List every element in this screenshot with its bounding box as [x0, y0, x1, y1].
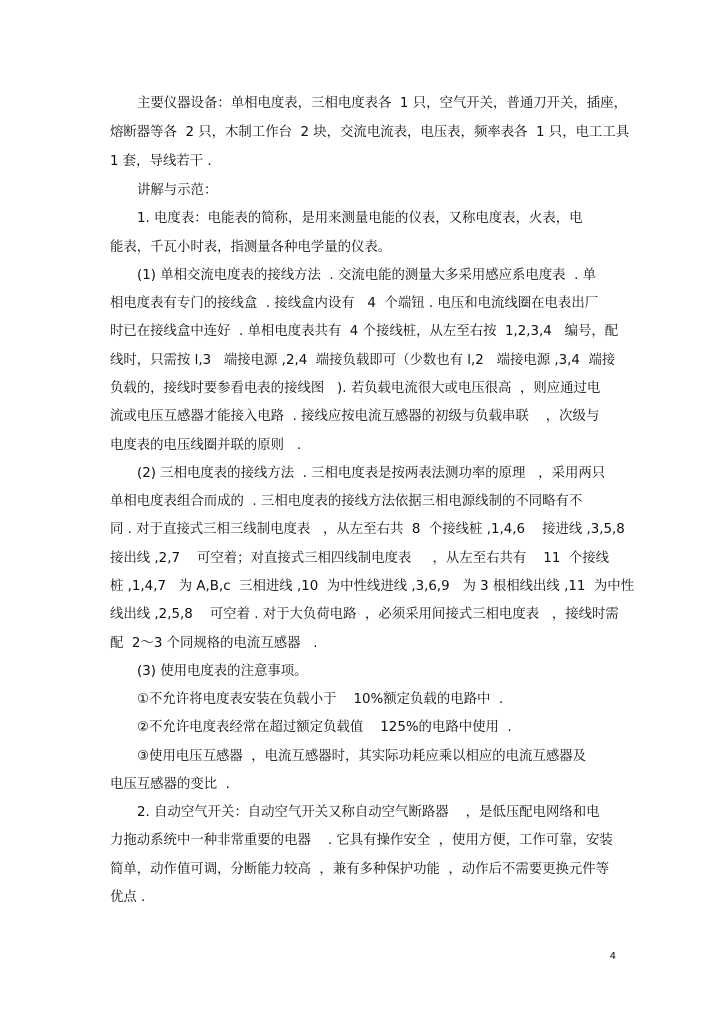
text-line: 单相电度表组合而成的 . 三相电度表的接线方法依据三相电源线制的不同略有不: [110, 494, 583, 509]
text-line: 讲解与示范：: [137, 183, 218, 198]
text-line: (1) 单相交流电度表的接线方法 . 交流电能的测量大多采用感应系电度表 . 单: [137, 268, 596, 283]
text-line: 桩 ,1,4,7 为 A,B,c 三相进线 ,10 为中性线进线 ,3,6,9 为 3 根相线出线 ,11 为中性: [110, 579, 635, 594]
text-line: 主要仪器设备：单相电度表，三相电度表各 1 只，空气开关，普通刀开关，插座，: [137, 96, 627, 111]
text-line: (3) 使用电度表的注意事项。: [137, 664, 308, 679]
text-line: ①不允许将电度表安装在负载小于 10%额定负载的电路中 .: [137, 692, 504, 707]
text-line: 配 2～3 个同规格的电流互感器 .: [110, 636, 318, 651]
text-line: ③使用电压互感器 ，电流互感器时，其实际功耗应乘以相应的电流互感器及: [137, 749, 587, 764]
text-line: 线时，只需按 l,3 端接电源 ,2,4 端接负载即可（少数也有 l,2 端接电源 ,3,4 端接: [110, 353, 616, 368]
text-line: 能表，千瓦小时表，指测量各种电学量的仪表。: [110, 240, 392, 255]
text-line: 力拖动系统中一种非常重要的电器 . 它具有操作安全 ，使用方便，工作可靠，安装: [110, 833, 613, 848]
text-line: 相电度表有专门的接线盒 . 接线盒内设有 4 个端钮 . 电压和电流线圈在电表出厂: [110, 296, 599, 311]
text-line: 电压互感器的变比 .: [110, 777, 230, 792]
text-line: 同 . 对于直接式三相三线制电度表 ，从左至右共 8 个接线桩 ,1,4,6 接进线 ,3,5,8: [110, 522, 625, 537]
page-number: 4: [609, 951, 616, 962]
text-line: 时已在接线盒中连好 . 单相电度表共有 4 个接线桩，从左至右按 1,2,3,4 编号，配: [110, 324, 619, 339]
text-line: 1 套，导线若干 .: [110, 154, 212, 169]
text-line: 线出线 ,2,5,8 可空着 . 对于大负荷电路 ，必须采用间接式三相电度表 ，接线时需: [110, 607, 619, 622]
text-line: 流或电压互感器才能接入电路 . 接线应按电流互感器的初级与负载串联 ，次级与: [110, 409, 600, 424]
text-line: 2. 自动空气开关：自动空气开关又称自动空气断路器 ，是低压配电网络和电: [137, 805, 600, 820]
text-line: 电度表的电压线圈并联的原则 .: [110, 438, 302, 453]
text-line: 负载的，接线时要参看电表的接线图 ). 若负载电流很大或电压很高 ，则应通过电: [110, 381, 601, 396]
text-line: 简单，动作值可调，分断能力较高 ，兼有多种保护功能 ，动作后不需要更换元件等: [110, 862, 610, 877]
text-line: 优点 .: [110, 890, 146, 905]
text-line: 1. 电度表：电能表的简称，是用来测量电能的仪表，又称电度表，火表，电: [137, 211, 583, 226]
text-line: 熔断器等各 2 只，木制工作台 2 块，交流电流表，电压表，频率表各 1 只，电工工具: [110, 125, 630, 140]
text-line: (2) 三相电度表的接线方法 . 三相电度表是按两表法测功率的原理 ，采用两只: [137, 466, 606, 481]
text-line: ②不允许电度表经常在超过额定负载值 125%的电路中使用 .: [137, 720, 512, 735]
text-line: 接出线 ,2,7 可空着；对直接式三相四线制电度表 ，从左至右共有 11 个接线: [110, 551, 610, 566]
